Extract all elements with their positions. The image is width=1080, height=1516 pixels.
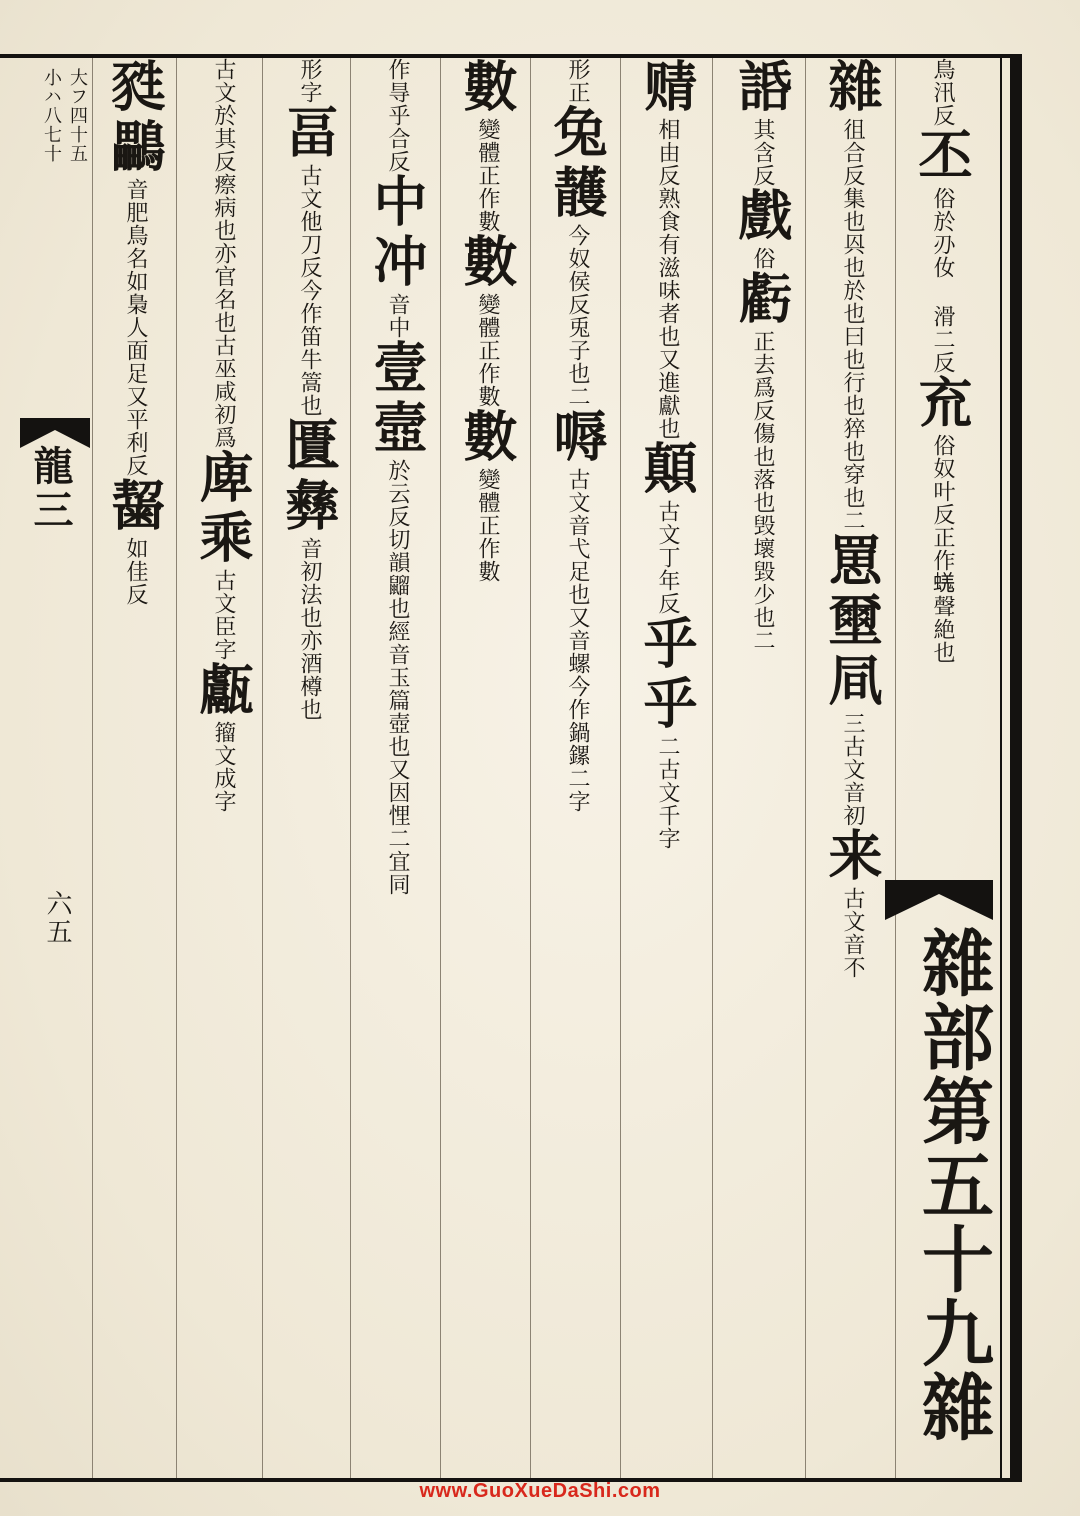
annotation-note: 籀文成字	[211, 721, 236, 813]
text-column	[545, 58, 609, 1478]
annotation-note: 俗奴叶反正作𧏙聲絶也	[930, 434, 955, 664]
annotation-note: 音初法也亦酒樽也	[297, 537, 322, 721]
text-columns	[0, 58, 1000, 1478]
annotation-note: 變體正作數	[475, 118, 500, 233]
annotation-note: 音中	[385, 293, 410, 339]
annotation-note: 音肥鳥名如梟人面足又平利反	[123, 178, 148, 477]
headword: 壹壼	[365, 339, 429, 459]
headword: 来	[820, 827, 884, 887]
watermark: www.GuoXueDaShi.com	[419, 1480, 661, 1502]
headword: 數	[455, 408, 519, 468]
headword: 䛡	[730, 58, 794, 118]
headword: 䨼	[545, 164, 609, 224]
headword: 罳壐凬	[820, 532, 884, 712]
annotation-note: 古文丁年反	[655, 500, 680, 615]
annotation-note: 徂合反集也㒷也於也曰也行也猝也穿也二	[840, 118, 865, 532]
margin-note: 小ハ八七十	[41, 68, 62, 163]
chapter-title: 雜部第五十九雜	[910, 926, 995, 1444]
headword: 嗕	[545, 408, 609, 468]
annotation-note: 相由反熟食有滋味者也又進獻也	[655, 118, 680, 440]
headword: 㐬	[910, 374, 974, 434]
leaf-number: 六五	[42, 890, 72, 946]
annotation-note: 古文臣字	[211, 569, 236, 661]
section-ear-label: 龍三	[27, 445, 74, 533]
text-column	[365, 58, 429, 1478]
right-border-rule	[1010, 54, 1022, 1482]
annotation-note: 於云反切韻䶉也經音玉篇壺也又因悝二宜同	[385, 459, 410, 896]
annotation-note: 古文他刀反今作笛牛篙也	[297, 164, 322, 417]
annotation-note: 形字	[297, 58, 322, 104]
annotation-note: 形正	[565, 58, 590, 104]
headword: 虧	[730, 270, 794, 330]
headword: 𪘂	[103, 477, 167, 537]
annotation-note: 其含反	[750, 118, 775, 187]
headword: 彝	[277, 477, 341, 537]
headword: 乘	[191, 509, 255, 569]
annotation-note: 變體正作數	[475, 468, 500, 583]
headword: 乎乎	[635, 615, 699, 735]
text-column	[820, 58, 884, 979]
annotation-note: 作㝵乎合反	[385, 58, 410, 173]
headword: 顛	[635, 440, 699, 500]
annotation-note: 俗於刅㚢 滑二反	[930, 187, 955, 374]
headword: 兔	[545, 104, 609, 164]
headword: 甤	[103, 58, 167, 118]
headword: 匱	[277, 417, 341, 477]
headword: 鸓	[103, 118, 167, 178]
annotation-note: 三古文音初	[840, 712, 865, 827]
headword: 戲	[730, 187, 794, 247]
text-column	[730, 58, 794, 1478]
right-border-inner-rule	[1000, 54, 1002, 1482]
headword: 甗	[191, 661, 255, 721]
headword: 丕	[910, 127, 974, 187]
headword: 中冲	[365, 173, 429, 293]
annotation-note: 如佳反	[123, 537, 148, 606]
text-column	[455, 58, 519, 1478]
annotation-note: 古文音弋足也又音螺今作鍋鏍二字	[565, 468, 590, 813]
headword: 雜	[820, 58, 884, 118]
text-column	[103, 58, 167, 1478]
annotation-note: 鳥汛反	[930, 58, 955, 127]
annotation-note: 今奴侯反兎子也二	[565, 224, 590, 408]
annotation-note: 古文音不	[840, 887, 865, 979]
annotation-note: 二古文千字	[655, 735, 680, 850]
annotation-note: 古文於其反瘵病也亦官名也古巫咸初爲	[211, 58, 236, 449]
annotation-note: 正去爲反傷也落也毁壞毀少也二	[750, 330, 775, 652]
headword: 庳	[191, 449, 255, 509]
margin-note: 大フ四十五	[67, 68, 88, 163]
headword: 畐	[277, 104, 341, 164]
text-column	[191, 58, 255, 1478]
text-column	[277, 58, 341, 1478]
annotation-note: 變體正作數	[475, 293, 500, 408]
headword: 數	[455, 233, 519, 293]
headword: 䞍	[635, 58, 699, 118]
headword: 數	[455, 58, 519, 118]
annotation-note: 俗	[750, 247, 775, 270]
text-column	[635, 58, 699, 1478]
